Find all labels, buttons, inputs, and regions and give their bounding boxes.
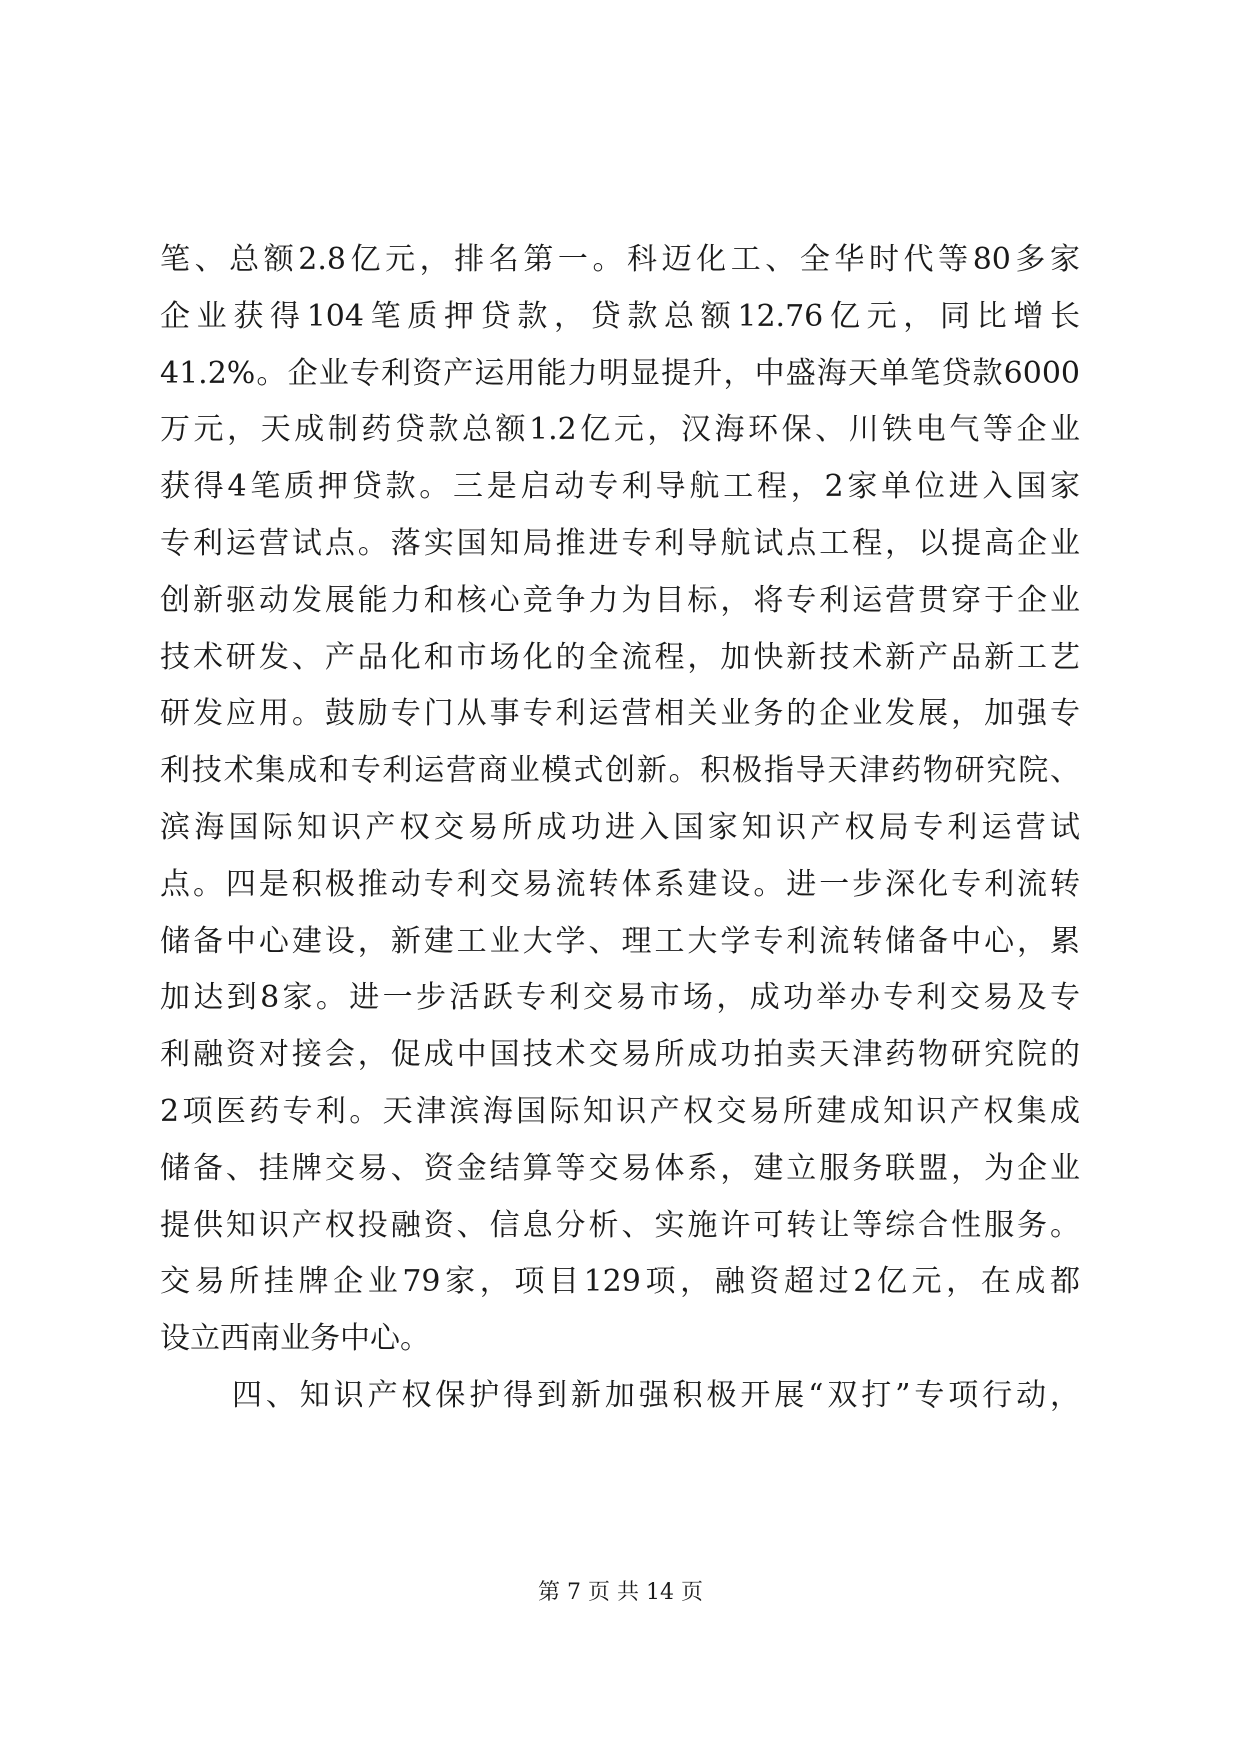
text-line: 利技术集成和专利运营商业模式创新。积极指导天津药物研究院、 <box>160 753 1080 789</box>
text-line: 企业获得104笔质押贷款，贷款总额12.76亿元，同比增长 <box>160 298 1080 334</box>
page-number-footer: 第 7 页 共 14 页 <box>538 1580 703 1605</box>
text-line: 41.2%。企业专利资产运用能力明显提升，中盛海天单笔贷款6000 <box>160 355 1080 391</box>
text-line: 技术研发、产品化和市场化的全流程，加快新技术新产品新工艺 <box>160 639 1080 675</box>
text-line: 滨海国际知识产权交易所成功进入国家知识产权局专利运营试 <box>160 809 1080 845</box>
text-line: 加达到8家。进一步活跃专利交易市场，成功举办专利交易及专 <box>160 980 1080 1016</box>
text-line: 2项医药专利。天津滨海国际知识产权交易所建成知识产权集成 <box>160 1093 1080 1129</box>
text-line: 利融资对接会，促成中国技术交易所成功拍卖天津药物研究院的 <box>160 1037 1080 1073</box>
text-line: 创新驱动发展能力和核心竞争力为目标，将专利运营贯穿于企业 <box>160 582 1080 618</box>
text-line: 储备、挂牌交易、资金结算等交易体系，建立服务联盟，为企业 <box>160 1150 1080 1186</box>
text-line: 设立西南业务中心。 <box>160 1321 430 1357</box>
text-line: 获得4笔质押贷款。三是启动专利导航工程，2家单位进入国家 <box>160 469 1080 505</box>
text-line: 万元，天成制药贷款总额1.2亿元，汉海环保、川铁电气等企业 <box>160 412 1080 448</box>
text-line: 笔、总额2.8亿元，排名第一。科迈化工、全华时代等80多家 <box>160 242 1080 277</box>
text-line: 交易所挂牌企业79家，项目129项，融资超过2亿元，在成都 <box>160 1264 1080 1300</box>
text-line: 研发应用。鼓励专门从事专利运营相关业务的企业发展，加强专 <box>160 696 1080 732</box>
text-line: 储备中心建设，新建工业大学、理工大学专利流转储备中心，累 <box>160 923 1080 959</box>
text-line: 提供知识产权投融资、信息分析、实施许可转让等综合性服务。 <box>160 1207 1080 1243</box>
body-text <box>160 232 1080 1425</box>
text-line: 点。四是积极推动专利交易流转体系建设。进一步深化专利流转 <box>160 866 1080 902</box>
text-line: 专利运营试点。落实国知局推进专利导航试点工程，以提高企业 <box>160 525 1080 561</box>
section-heading-line: 四、知识产权保护得到新加强积极开展“双打”专项行动， <box>232 1377 1080 1413</box>
